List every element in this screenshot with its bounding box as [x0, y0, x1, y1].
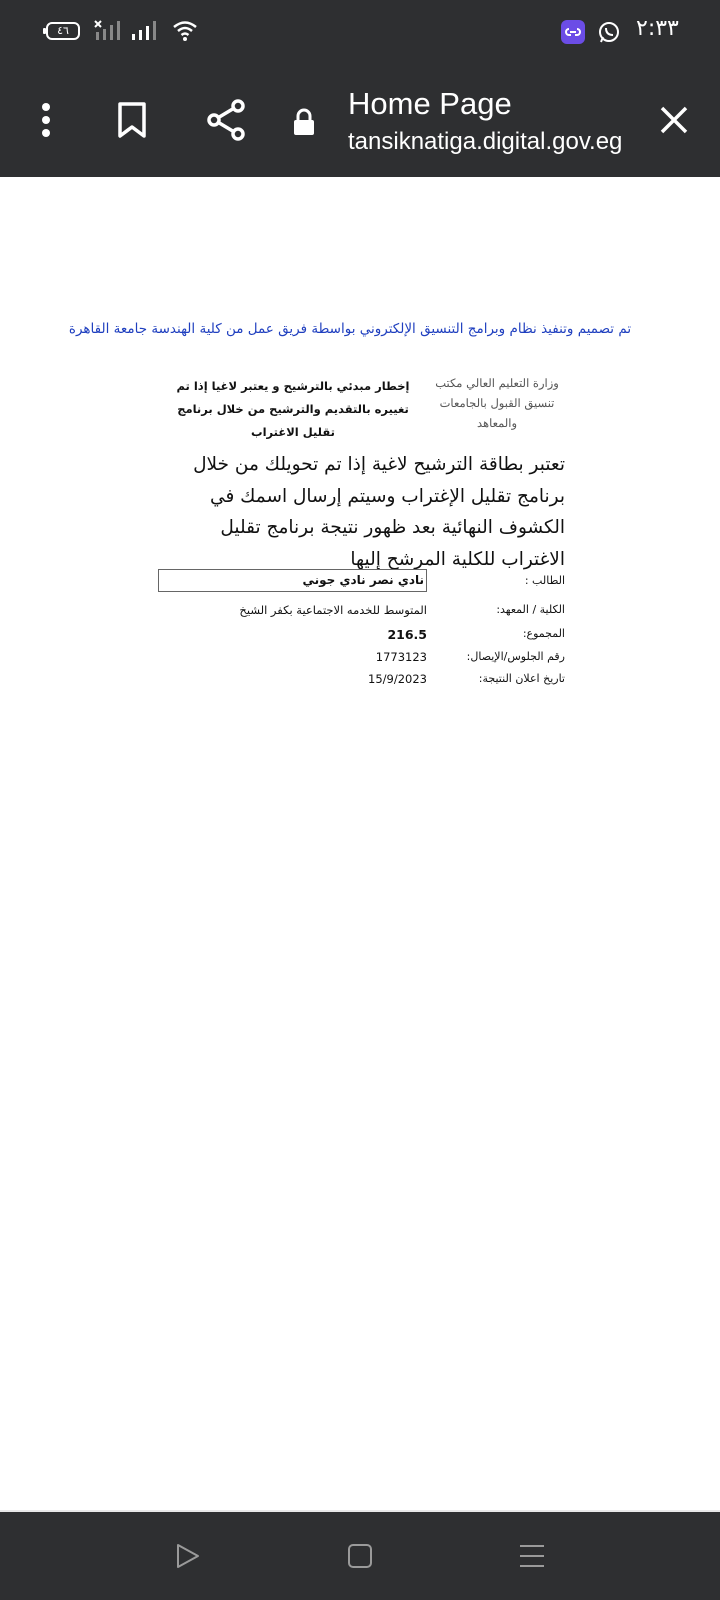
student-name-field: نادي نصر نادي جوني [158, 569, 427, 592]
seat-row [150, 650, 565, 672]
student-label: الطالب : [524, 574, 565, 587]
notice-header: إخطار مبدئي بالترشيح و يعتبر لاغيا إذا تم تغييره بالتقديم والترشيح من خلال برنامج تقليل الاغتراب [176, 379, 410, 439]
share-button[interactable] [202, 96, 250, 144]
status-time: ٢:٣٣ [636, 16, 679, 41]
college-row [150, 603, 565, 625]
total-label: المجموع: [522, 627, 565, 640]
browser-toolbar [0, 64, 720, 177]
recents-menu-icon [519, 1543, 545, 1569]
web-content [0, 177, 720, 1512]
more-vert-icon [40, 102, 52, 138]
back-button[interactable] [168, 1538, 208, 1574]
total-row [150, 627, 565, 649]
app-badge-icon [561, 20, 585, 44]
credit-text: تم تصميم وتنفيذ نظام وبرامج التنسيق الإلكتروني بواسطة فريق عمل من كلية الهندسة جامعة القاهرة [68, 321, 632, 337]
ministry-header: وزارة التعليم العالي مكتب تنسيق القبول بالجامعات والمعاهد [435, 376, 559, 430]
lock-icon [293, 108, 315, 136]
wifi-icon [172, 20, 198, 42]
bookmark-icon [116, 101, 148, 139]
navigation-bar [0, 1512, 720, 1600]
college-label: الكلية / المعهد: [496, 603, 565, 616]
more-options-button[interactable] [26, 96, 66, 144]
date-value: 15/9/2023 [368, 672, 427, 686]
battery-icon: ٤٦ [46, 22, 80, 40]
back-triangle-icon [175, 1542, 201, 1570]
status-bar [0, 0, 720, 64]
date-row [150, 672, 565, 694]
whatsapp-icon [597, 20, 621, 44]
date-label: تاريخ اعلان النتيجة: [478, 672, 565, 685]
college-value: المتوسط للخدمه الاجتماعية بكفر الشيخ [239, 603, 427, 617]
close-icon [659, 105, 689, 135]
share-icon [206, 99, 246, 141]
page-title: Home Page [348, 86, 512, 121]
seat-value: 1773123 [375, 650, 427, 664]
seat-label: رقم الجلوس/الإيصال: [466, 650, 565, 663]
close-button[interactable] [652, 98, 696, 142]
page-url[interactable]: tansiknatiga.digital.gov.eg [348, 128, 623, 155]
warning-text: تعتبر بطاقة الترشيح لاغية إذا تم تحويلك من خلال برنامج تقليل الإغتراب وسيتم إرسال اسمك في الكشوف النهائية بعد ظهور نتيجة برنامج تقليل الاغتراب للكلية المرشح إليها [193, 454, 565, 570]
lock-button[interactable] [288, 102, 320, 142]
bookmark-button[interactable] [108, 96, 156, 144]
total-value: 216.5 [387, 627, 427, 642]
signal-icon [130, 20, 158, 42]
recents-button[interactable] [512, 1538, 552, 1574]
signal-off-icon [94, 20, 122, 42]
home-square-icon [347, 1543, 373, 1569]
home-button[interactable] [340, 1538, 380, 1574]
